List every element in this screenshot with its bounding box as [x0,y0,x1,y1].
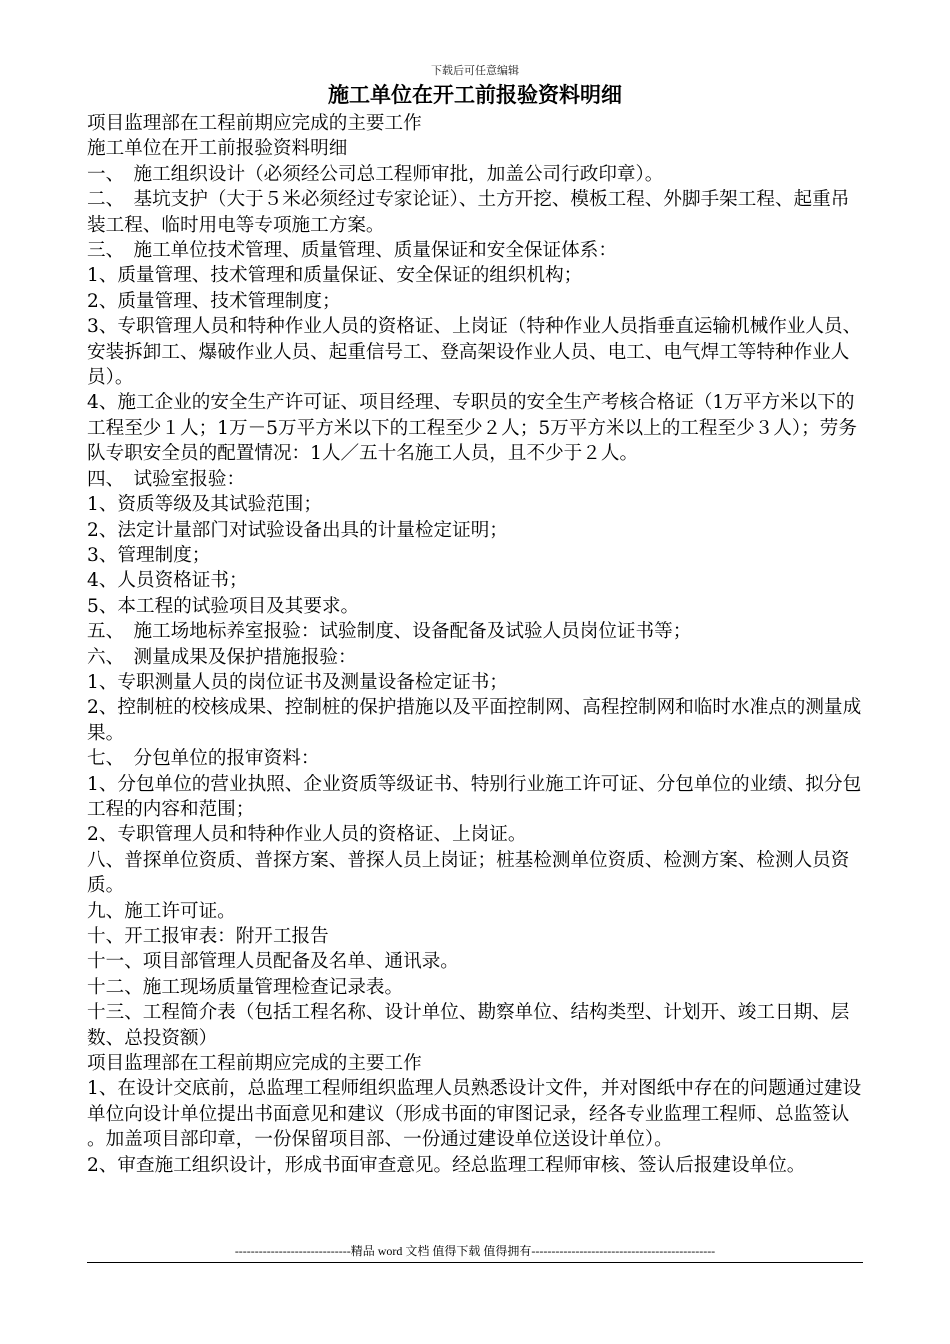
paragraph: 2、质量管理、技术管理制度； [87,290,341,312]
paragraph: 3、专职管理人员和特种作业人员的资格证、上岗证（特种作业人员指垂直运输机械作业人员、安装拆卸工、爆破作业人员、起重信号工、登高架设作业人员、电工、电气焊工等特种作业人员）。 [87,316,862,389]
footer-text: -----------------------------精品 word 文档 值得下载 值得拥有---------------------------------------------- [234,1244,716,1258]
paragraph: 2、法定计量部门对试验设备出具的计量检定证明； [87,519,508,541]
paragraph: 1、专职测量人员的岗位证书及测量设备检定证书； [87,671,508,693]
paragraph: 1、资质等级及其试验范围； [87,494,322,516]
paragraph: 九、施工许可证。 [87,900,236,922]
paragraph: 十二、施工现场质量管理检查记录表。 [87,976,404,998]
paragraph: 2、专职管理人员和特种作业人员的资格证、上岗证。 [87,824,527,846]
paragraph: 3、管理制度； [87,544,211,566]
paragraph: 七、 分包单位的报审资料： [87,748,320,770]
paragraph: 5、本工程的试验项目及其要求。 [87,595,360,617]
footer-divider [87,1262,863,1263]
header-note: 下载后可任意编辑 [431,64,519,77]
paragraph: 八、普探单位资质、普探方案、普探人员上岗证；桩基检测单位资质、检测方案、检测人员资质。 [87,849,850,897]
document-body [87,111,863,1178]
paragraph: 1、在设计交底前，总监理工程师组织监理人员熟悉设计文件，并对图纸中存在的问题通过建设单位向设计单位提出书面意见和建议（形成书面的审图记录，经各专业监理工程师、总监签认。加盖项目部印章，一份保留项目部、一份通过建设单位送设计单位）。 [87,1078,862,1151]
paragraph: 三、 施工单位技术管理、质量管理、质量保证和安全保证体系： [87,240,617,262]
paragraph: 施工单位在开工前报验资料明细 [87,138,348,160]
paragraph: 十一、项目部管理人员配备及名单、通讯录。 [87,951,459,973]
paragraph: 一、 施工组织设计（必须经公司总工程师审批，加盖公司行政印章）。 [87,163,664,185]
paragraph: 2、审查施工组织设计，形成书面审查意见。经总监理工程师审核、签认后报建设单位。 [87,1154,806,1176]
paragraph: 项目监理部在工程前期应完成的主要工作 [87,1053,422,1075]
paragraph: 十三、工程简介表（包括工程名称、设计单位、勘察单位、结构类型、计划开、竣工日期、层数、总投资额） [87,1002,850,1049]
document-title: 施工单位在开工前报验资料明细 [328,83,622,107]
paragraph: 4、人员资格证书； [87,570,248,592]
paragraph: 十、开工报审表：附开工报告 [87,926,329,947]
paragraph: 六、 测量成果及保护措施报验： [87,646,357,668]
paragraph: 1、分包单位的营业执照、企业资质等级证书、特别行业施工许可证、分包单位的业绩、拟分包工程的内容和范围； [87,773,862,820]
paragraph: 4、施工企业的安全生产许可证、项目经理、专职员的安全生产考核合格证（1万平方米以下的工程至少１人；1万－5万平方米以下的工程至少２人；5万平方米以上的工程至少３人）；劳务队专职安全员的配置情况：1人／五十名施工人员，且不少于２人。 [87,392,857,465]
paragraph: 四、 试验室报验： [87,468,246,490]
paragraph: 五、 施工场地标养室报验：试验制度、设备配备及试验人员岗位证书等； [87,621,692,643]
paragraph: 项目监理部在工程前期应完成的主要工作 [87,113,422,134]
paragraph: 2、控制桩的校核成果、控制桩的保护措施以及平面控制网、高程控制网和临时水准点的测量成果。 [87,697,862,744]
paragraph: 二、 基坑支护（大于５米必须经过专家论证）、土方开挖、模板工程、外脚手架工程、起重吊装工程、临时用电等专项施工方案。 [87,189,850,236]
paragraph: 1、质量管理、技术管理和质量保证、安全保证的组织机构； [87,265,583,287]
